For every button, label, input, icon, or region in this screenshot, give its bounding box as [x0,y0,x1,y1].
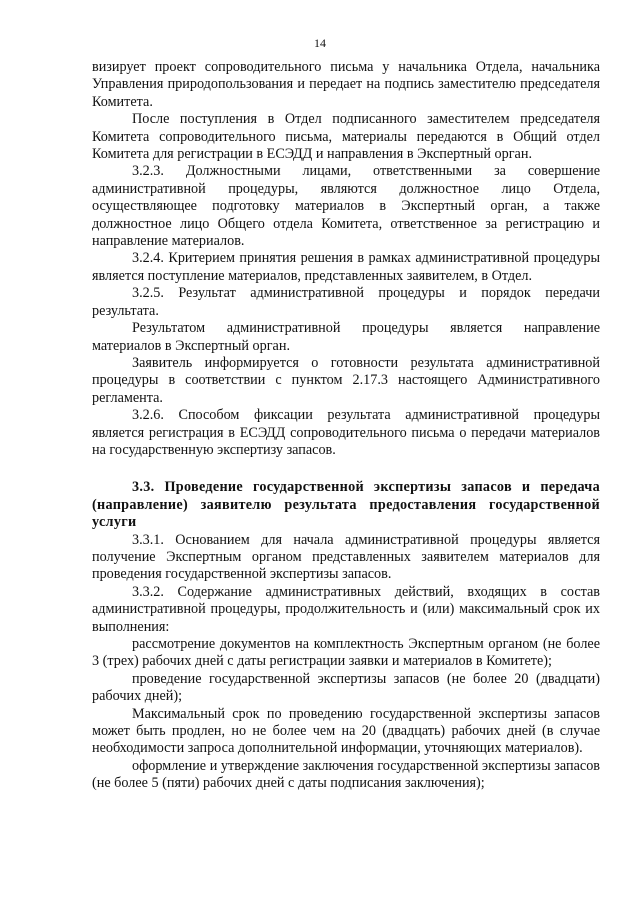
list-item: проведение государственной экспертизы запасов (не более 20 (двадцати) рабочих дней); [92,670,600,705]
paragraph: После поступления в Отдел подписанного заместителем председателя Комитета сопроводительного письма, материалы передаются в Общий отдел Комитета для регистрации в ЕСЭДД и направления в Экспертный орган. [92,111,600,163]
paragraph-3-2-5: 3.2.5. Результат административной процедуры и порядок передачи результата. [92,285,600,319]
paragraph-3-3-2: 3.3.2. Содержание административных действий, входящих в состав административной процедуры, продолжительность и (или) максимальный срок их выполнения: [92,583,600,635]
list-item: рассмотрение документов на комплектность Экспертным органом (не более 3 (трех) рабочих дней с даты регистрации заявки и материалов в Комитете); [92,636,600,670]
paragraph: Результатом административной процедуры является направление материалов в Экспертный орган. [92,320,600,354]
list-item: оформление и утверждение заключения государственной экспертизы запасов (не более 5 (пяти) рабочих дней с даты подписания заключения); [92,757,600,792]
page-number: 14 [314,36,326,50]
paragraph-3-2-4: 3.2.4. Критерием принятия решения в рамках административной процедуры является поступление материалов, представленных заявителем, в Отдел. [92,250,600,284]
document-body [92,59,600,793]
paragraph-3-2-6: 3.2.6. Способом фиксации результата административной процедуры является регистрация в ЕСЭДД сопроводительного письма о передачи материалов на государственную экспертизу запасов. [92,407,600,458]
paragraph-3-2-3: 3.2.3. Должностными лицами, ответственными за совершение административной процедуры, являются должностное лицо Отдела, осуществляющее подготовку материалов в Экспертный орган, а также должностное лицо Общего отдела Комитета, ответственное за регистрацию и направление материалов. [92,163,600,250]
paragraph: Максимальный срок по проведению государственной экспертизы запасов может быть продлен, но не более чем на 20 (двадцать) рабочих дней (в случае необходимости запроса дополнительной информации, уточняющих материалов). [92,705,600,757]
section-heading-3-3: 3.3. Проведение государственной экспертизы запасов и передача (направление) заявителю результата предоставления государственной услуги [92,479,600,531]
paragraph-3-3-1: 3.3.1. Основанием для начала административной процедуры является получение Экспертным органом представленных заявителем материалов для проведения государственной экспертизы запасов. [92,531,600,583]
paragraph: Заявитель информируется о готовности результата административной процедуры в соответствии с пунктом 2.17.3 настоящего Административного регламента. [92,354,600,406]
paragraph-continuation: визирует проект сопроводительного письма у начальника Отдела, начальника Управления природопользования и передает на подпись заместителю председателя Комитета. [92,59,600,110]
